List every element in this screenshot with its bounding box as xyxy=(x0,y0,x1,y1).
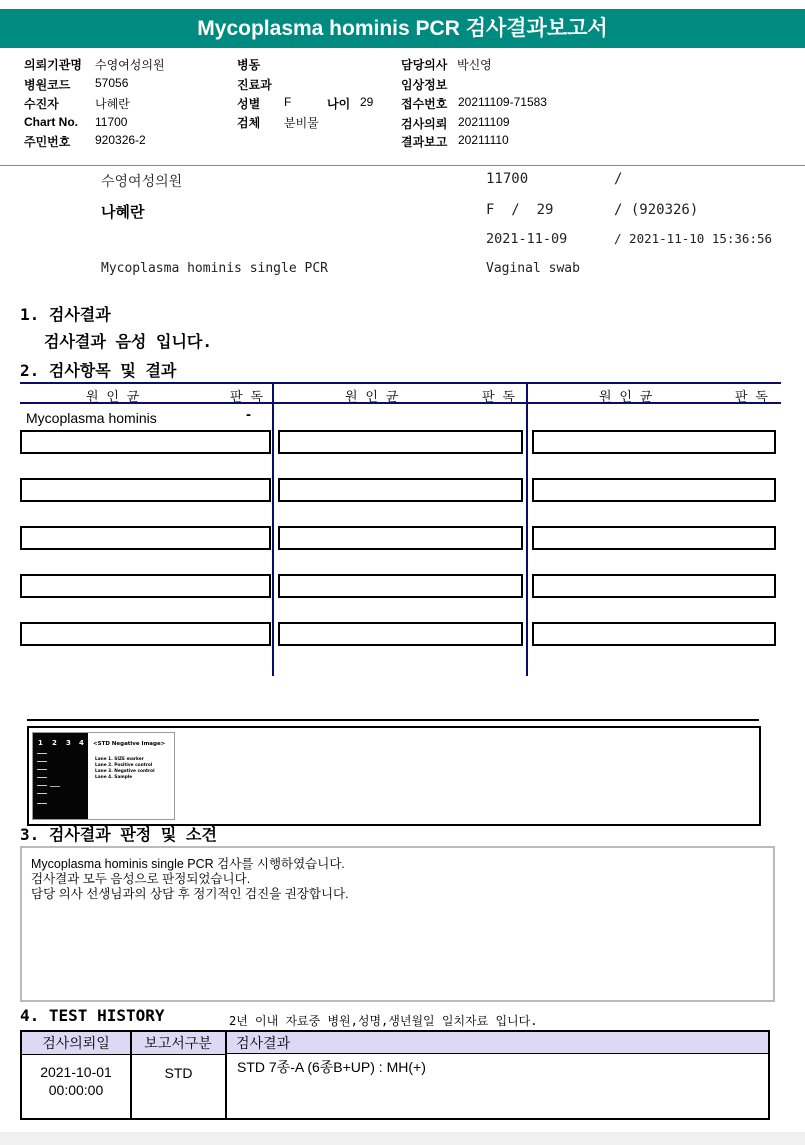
gel-lane-4-label: 4 xyxy=(79,739,84,747)
history-col-request-date: 검사의뢰일 xyxy=(22,1032,130,1055)
result-box xyxy=(20,430,271,454)
table-divider-1 xyxy=(272,382,274,676)
opinion-line: 검사결과 모두 음성으로 판정되었습니다. xyxy=(31,872,251,886)
sub-test-name: Mycoplasma hominis single PCR xyxy=(101,261,328,276)
label-specimen: 검체 xyxy=(237,116,261,130)
value-sex: F xyxy=(284,95,292,109)
section-1-title: 1. 검사결과 xyxy=(20,305,111,324)
history-row-result: STD 7종-A (6종B+UP) : MH(+) xyxy=(237,1059,426,1075)
col-judge-1: 판 독 xyxy=(230,390,263,405)
label-age: 나이 xyxy=(327,97,351,111)
label-requesting-institution: 의뢰기관명 xyxy=(24,58,82,72)
first-organism: Mycoplasma hominis xyxy=(26,410,157,426)
gel-legend-item: Lane 4. Sample xyxy=(95,775,133,780)
label-hospital-code: 병원코드 xyxy=(24,78,71,92)
test-history-table xyxy=(20,1030,770,1120)
gel-legend-item: Lane 2. Positive control xyxy=(95,763,153,768)
gel-band xyxy=(37,803,47,804)
sub-request-date: 2021-11-09 xyxy=(486,231,568,247)
label-ward: 병동 xyxy=(237,58,261,72)
sub-patient-name: 나혜란 xyxy=(101,203,145,221)
result-box xyxy=(278,526,523,550)
history-row-date: 2021-10-01 xyxy=(40,1064,112,1080)
sub-birth: / (920326) xyxy=(614,202,699,218)
result-box xyxy=(278,430,523,454)
section-2-title: 2. 검사항목 및 결과 xyxy=(20,361,177,380)
value-requesting-institution: 수영여성의원 xyxy=(95,58,165,72)
value-receipt-no: 20211109-71583 xyxy=(458,95,547,109)
col-judge-2: 판 독 xyxy=(482,390,515,405)
gel-caption-title: <STD Negative Image> xyxy=(93,741,166,747)
table-divider-2 xyxy=(526,382,528,676)
result-box xyxy=(20,574,271,598)
result-box xyxy=(278,574,523,598)
label-request-date: 검사의뢰 xyxy=(401,117,448,131)
opinion-line: 담당 의사 선생님과의 상담 후 정기적인 검진을 권장합니다. xyxy=(31,887,349,901)
gel-band xyxy=(37,777,47,778)
result-box xyxy=(278,478,523,502)
gel-band xyxy=(37,753,47,754)
opinion-box xyxy=(20,846,775,1002)
gel-band xyxy=(37,793,47,794)
value-resident-no: 920326-2 xyxy=(95,133,146,147)
label-patient: 수진자 xyxy=(24,97,59,111)
col-judge-3: 판 독 xyxy=(735,390,768,405)
section-3-title: 3. 검사결과 판정 및 소견 xyxy=(20,825,217,844)
opinion-line: Mycoplasma hominis single PCR 검사를 시행하였습니다. xyxy=(31,857,345,871)
gel-band xyxy=(37,785,47,786)
value-specimen: 분비물 xyxy=(284,116,319,130)
label-resident-no: 주민번호 xyxy=(24,135,71,149)
gel-electrophoresis-image xyxy=(32,732,175,820)
label-clinical-info: 임상정보 xyxy=(401,78,448,92)
col-organism-2: 원 인 균 xyxy=(345,390,399,405)
sub-slash: / xyxy=(614,171,623,187)
history-row-time: 00:00:00 xyxy=(48,1082,104,1098)
col-organism-3: 원 인 균 xyxy=(599,390,653,405)
value-age: 29 xyxy=(360,95,374,109)
sub-sex-age: F / 29 xyxy=(486,202,554,218)
result-box xyxy=(20,526,271,550)
value-hospital-code: 57056 xyxy=(95,76,129,90)
label-receipt-no: 접수번호 xyxy=(401,97,448,111)
history-divider xyxy=(225,1032,227,1118)
value-report-date: 20211110 xyxy=(458,133,509,147)
history-note: 2년 이내 자료중 병원,성명,생년월일 일치자료 입니다. xyxy=(229,1014,538,1028)
sub-chart: 11700 xyxy=(486,171,529,187)
value-chart-no: 11700 xyxy=(95,115,128,129)
col-organism-1: 원 인 균 xyxy=(86,390,140,405)
result-box xyxy=(532,622,776,646)
result-box xyxy=(532,574,776,598)
sub-specimen: Vaginal swab xyxy=(486,261,580,276)
report-title: Mycoplasma hominis PCR 검사결과보고서 xyxy=(0,9,805,48)
result-box xyxy=(278,622,523,646)
label-department: 진료과 xyxy=(237,78,272,92)
gel-legend-item: Lane 3. Negative control xyxy=(95,769,155,774)
result-box xyxy=(532,526,776,550)
value-patient: 나혜란 xyxy=(95,97,130,111)
result-box xyxy=(20,622,271,646)
gel-dark-area xyxy=(33,733,88,819)
value-request-date: 20211109 xyxy=(458,115,510,129)
first-organism-result: - xyxy=(246,406,251,423)
result-box xyxy=(20,478,271,502)
label-report-date: 결과보고 xyxy=(401,135,448,149)
history-row-type: STD xyxy=(164,1065,193,1081)
gel-band xyxy=(37,769,47,770)
gel-band xyxy=(37,761,47,762)
history-col-report-type: 보고서구분 xyxy=(131,1032,225,1055)
sub-hospital: 수영여성의원 xyxy=(101,174,183,190)
gel-separator-line xyxy=(27,719,759,721)
result-box xyxy=(532,430,776,454)
label-chart-no: Chart No. xyxy=(24,115,78,129)
gel-lane-1-label: 1 xyxy=(38,739,43,747)
label-sex: 성별 xyxy=(237,97,261,111)
result-box xyxy=(532,478,776,502)
gel-lane-3-label: 3 xyxy=(66,739,71,747)
sub-report-datetime: / 2021-11-10 15:36:56 xyxy=(614,231,773,246)
section-1-result-text: 검사결과 음성 입니다. xyxy=(44,332,213,351)
history-col-result: 검사결과 xyxy=(226,1032,768,1054)
patient-info-header xyxy=(0,48,805,166)
gel-band xyxy=(50,786,60,787)
label-doctor: 담당의사 xyxy=(401,58,448,72)
gel-legend-item: Lane 1. SIZE marker xyxy=(95,757,144,762)
gel-lane-2-label: 2 xyxy=(52,739,57,747)
section-4-title: 4. TEST HISTORY xyxy=(20,1006,165,1025)
table-top-border xyxy=(20,382,781,384)
value-doctor: 박신영 xyxy=(457,58,492,72)
